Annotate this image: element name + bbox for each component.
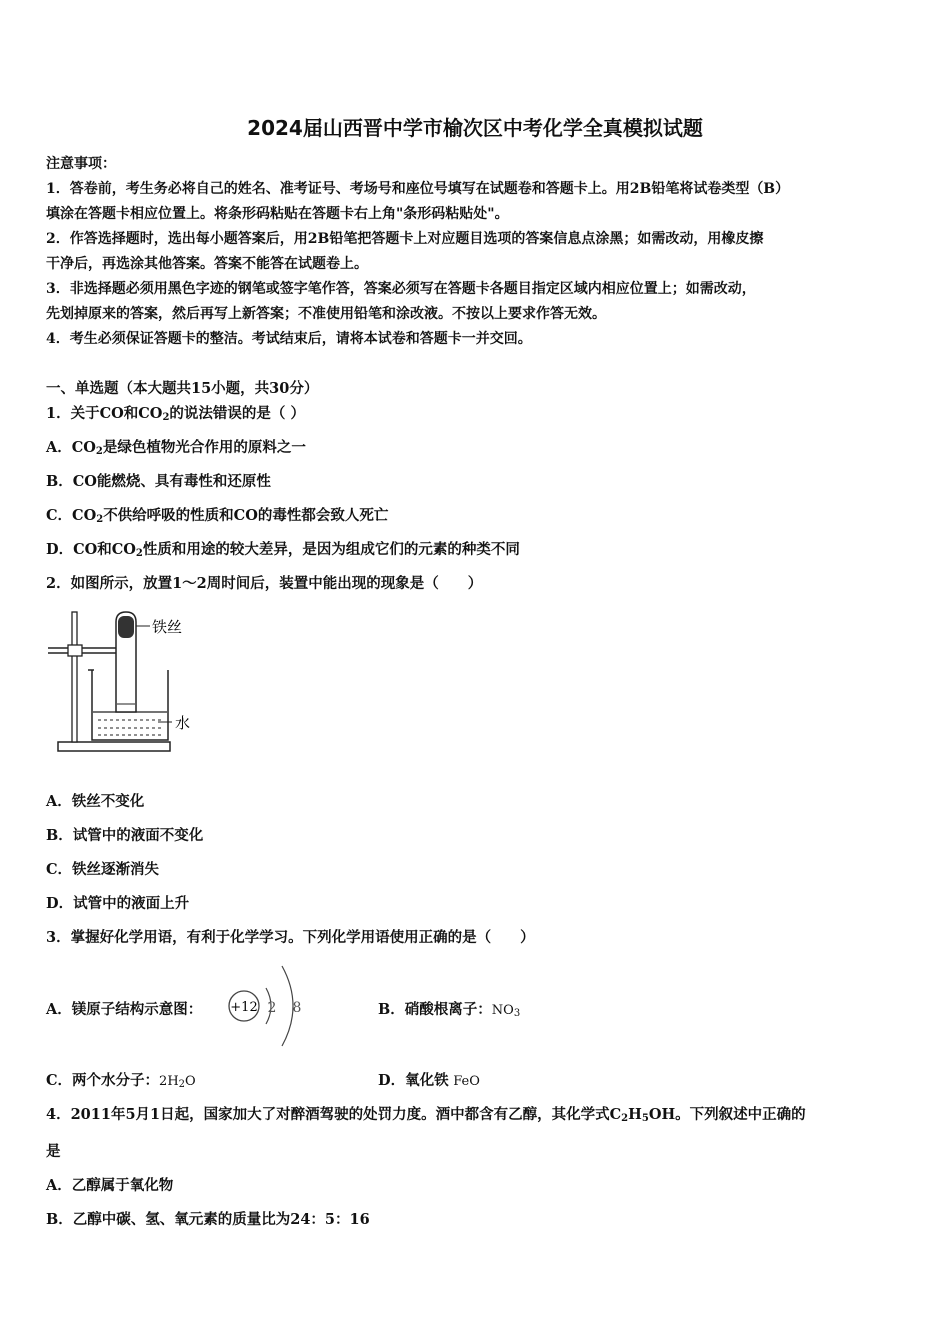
label-water: 水 (175, 714, 191, 732)
magnesium-atom-diagram (222, 960, 312, 1052)
notice-line: 干净后，再选涂其他答案。答案不能答在试题卷上。 (46, 256, 368, 272)
question-2-stem: 2．如图所示，放置1～2周时间后，装置中能出现的现象是（ ） (46, 575, 483, 592)
question-2-option-d: D．试管中的液面上升 (46, 895, 190, 912)
question-1-option-b: B．CO能燃烧、具有毒性和还原性 (46, 473, 271, 490)
question-1-option-a: A．$CO_2$是绿色植物光合作用的原料之一 (46, 439, 306, 457)
question-3-option-c: C．两个水分子：$2H_2O$ (46, 1072, 196, 1090)
notice-line: 先划掉原来的答案，然后再写上新答案；不准使用铅笔和涂改液。不按以上要求作答无效。 (46, 306, 606, 322)
question-4-stem-continued: 是 (46, 1143, 61, 1160)
notice-line: 3．非选择题必须用黑色字迹的钢笔或签字笔作答，答案必须写在答题卡各题目指定区域内相应位置上；如需改动， (46, 281, 756, 297)
question-1-option-d: D．CO和$CO_2$性质和用途的较大差异，是因为组成它们的元素的种类不同 (46, 541, 520, 559)
question-1-option-c: C．$CO_2$不供给呼吸的性质和CO的毒性都会致人死亡 (46, 507, 389, 525)
shell-2-electrons: 8 (292, 1000, 302, 1016)
question-4-option-b: B．乙醇中碳、氢、氧元素的质量比为24：5：16 (46, 1211, 370, 1228)
notice-heading: 注意事项： (46, 156, 116, 172)
notice-line: 填涂在答题卡相应位置上。将条形码粘贴在答题卡右上角"条形码粘贴处"。 (46, 206, 509, 222)
nucleus-charge: +12 (230, 1000, 258, 1015)
notice-line: 4．考生必须保证答题卡的整洁。考试结束后，请将本试卷和答题卡一并交回。 (46, 331, 532, 347)
question-2-option-c: C．铁丝逐渐消失 (46, 861, 160, 878)
question-1-stem: 1．关于CO和$CO_2$的说法错误的是（ ） (46, 405, 305, 423)
notice-line: 1．答卷前，考生务必将自己的姓名、准考证号、考场号和座位号填写在试题卷和答题卡上。用2B铅笔将试卷类型（B） (46, 181, 790, 197)
section-heading: 一、单选题（本大题共15小题，共30分） (46, 380, 319, 397)
notice-line: 2．作答选择题时，选出每小题答案后，用2B铅笔把答题卡上对应题目选项的答案信息点涂黑；如需改动，用橡皮擦 (46, 231, 764, 247)
question-3-option-b: B．硝酸根离子：$NO_3$ (378, 1001, 521, 1019)
shell-1-electrons: 2 (267, 1000, 277, 1016)
question-3-stem: 3．掌握好化学用语，有利于化学学习。下列化学用语使用正确的是（ ） (46, 929, 535, 946)
question-2-option-a: A．铁丝不变化 (46, 793, 145, 810)
question-2-option-b: B．试管中的液面不变化 (46, 827, 204, 844)
page-title: 2024届山西晋中学市榆次区中考化学全真模拟试题 (247, 116, 703, 140)
question-4-option-a: A．乙醇属于氧化物 (46, 1177, 174, 1194)
label-iron-wire: 铁丝 (152, 618, 183, 636)
question-3-option-a: A．镁原子结构示意图： (46, 1001, 203, 1018)
question-3-option-d: D．氧化铁 FeO (378, 1072, 480, 1089)
question-4-stem: 4．2011年5月1日起，国家加大了对醉酒驾驶的处罚力度。酒中都含有乙醇，其化学式$C_2H_5OH$。下列叙述中正确的 (46, 1106, 806, 1124)
iron-wire-apparatus-figure (44, 608, 214, 758)
